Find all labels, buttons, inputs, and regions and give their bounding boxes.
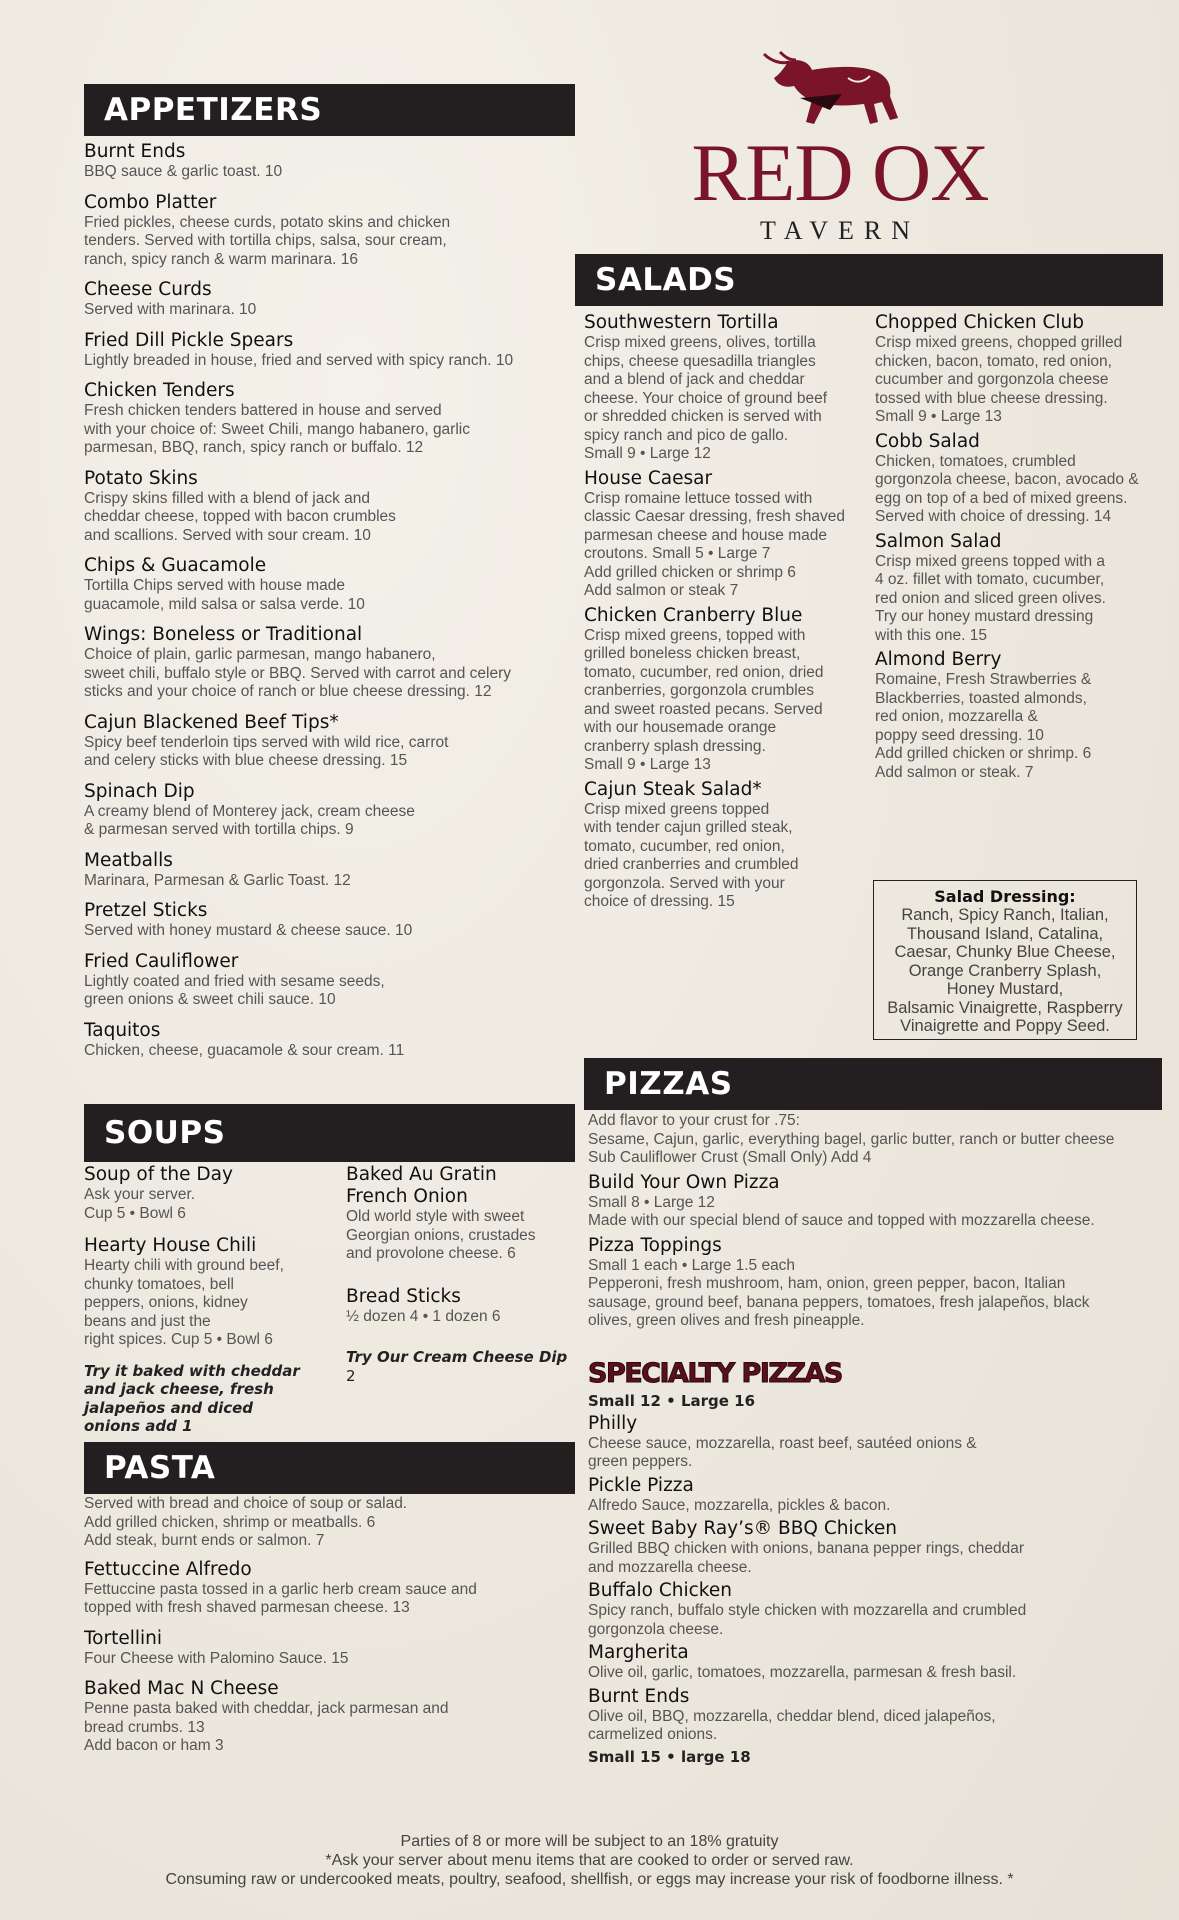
menu-item-description: Alfredo Sauce, mozzarella, pickles & bacon. (588, 1496, 891, 1514)
menu-item-name: Chopped Chicken Club (875, 312, 1084, 333)
menu-item-name: Almond Berry (875, 649, 1002, 670)
menu-item-description: Four Cheese with Palomino Sauce. 15 (84, 1649, 349, 1667)
menu-item (84, 1235, 334, 1350)
menu-item-name: Pretzel Sticks (84, 900, 208, 921)
menu-item-name: Southwestern Tortilla (584, 312, 779, 333)
appetizers-list (84, 141, 584, 1070)
menu-item-name: Hearty House Chili (84, 1235, 257, 1256)
footer-notes (0, 1832, 1179, 1889)
menu-item-name: Wings: Boneless or Traditional (84, 624, 363, 645)
menu-item (84, 141, 584, 182)
menu-item-name: Pickle Pizza (588, 1474, 694, 1496)
menu-item-name: Burnt Ends (84, 141, 186, 162)
specialty-pizzas-heading: SPECIALTY PIZZAS (588, 1358, 842, 1389)
soups-left-column (84, 1164, 334, 1436)
pizzas-heading: PIZZAS (584, 1058, 1162, 1110)
menu-item-description: Fried pickles, cheese curds, potato skins and chicken tenders. Served with tortilla chips, salsa, sour cream, ranch, spicy ranch & warm marinara. 16 (84, 213, 451, 268)
menu-item (84, 468, 584, 546)
menu-item (584, 779, 874, 912)
specialty-pricing: Small 12 • Large 16 (588, 1392, 756, 1410)
salad-dressing-list: Ranch, Spicy Ranch, Italian, Thousand Island, Catalina, Caesar, Chunky Blue Cheese, Orange Cranberry Splash, Honey Mustard, Balsamic Vinaigrette, Raspberry Vinaigrette and Poppy Seed. (887, 906, 1123, 1035)
menu-item-name: Baked Mac N Cheese (84, 1678, 279, 1699)
menu-item-name: Fried Cauliflower (84, 950, 239, 972)
menu-item (588, 1642, 1168, 1683)
cream-cheese-dip-label: Try Our Cream Cheese Dip (346, 1348, 568, 1366)
menu-item-name: Sweet Baby Ray’s® BBQ Chicken (588, 1518, 897, 1539)
menu-item-name: Chicken Cranberry Blue (584, 604, 803, 626)
menu-item-description: Fresh chicken tenders battered in house and served with your choice of: Sweet Chili, mango habanero, garlic parmesan, BBQ, ranch, spicy ranch or buffalo. 12 (84, 402, 470, 456)
menu-item-description: Chicken, cheese, guacamole & sour cream. 11 (84, 1041, 405, 1059)
menu-item-description: Spicy beef tenderloin tips served with wild rice, carrot and celery sticks with blue cheese dressing. 15 (84, 733, 449, 769)
menu-item-description: Fettuccine pasta tossed in a garlic herb cream sauce and topped with fresh shaved parmesan cheese. 13 (84, 1580, 477, 1616)
menu-item (84, 712, 584, 771)
menu-item (84, 1164, 334, 1223)
logo-title: RED OX (691, 127, 989, 218)
menu-item (84, 555, 584, 614)
menu-item-name: Meatballs (84, 849, 173, 871)
menu-item (84, 279, 584, 320)
red-ox-logo (690, 48, 990, 248)
pasta-heading: PASTA (84, 1442, 575, 1494)
appetizers-heading: APPETIZERS (84, 84, 575, 136)
menu-item-description: Small 8 • Large 12 Made with our special blend of sauce and topped with mozzarella cheese. (588, 1193, 1095, 1229)
chili-baked-note: Try it baked with cheddar and jack cheese, fresh jalapeños and diced onions add 1 (84, 1361, 300, 1435)
salads-heading: SALADS (575, 254, 1163, 306)
menu-item (84, 1559, 584, 1618)
menu-item (588, 1235, 1168, 1331)
menu-item (84, 624, 584, 702)
ox-icon (752, 48, 912, 133)
menu-item-description: Marinara, Parmesan & Garlic Toast. 12 (84, 871, 351, 889)
menu-item (84, 192, 584, 270)
menu-item-name: Cheese Curds (84, 279, 212, 300)
menu-item-description: Choice of plain, garlic parmesan, mango habanero, sweet chili, buffalo style or BBQ. Served with carrot and celery sticks and your choice of ranch or blue cheese dressing. 12 (84, 646, 512, 700)
menu-item (346, 1286, 586, 1327)
menu-item-description: Crisp mixed greens, olives, tortilla chips, cheese quesadilla triangles and a blend of jack and cheddar cheese. Your choice of ground beef or shredded chicken is served with spicy ranch and pico de gallo. Small 9 • Large 12 (584, 334, 828, 462)
menu-item-description: ½ dozen 4 • 1 dozen 6 (346, 1307, 501, 1325)
menu-item-name: Chips & Guacamole (84, 555, 267, 576)
salad-dressing-title: Salad Dressing: (934, 887, 1076, 906)
menu-item (84, 1020, 584, 1061)
menu-item-description: Small 1 each • Large 1.5 each Pepperoni, fresh mushroom, ham, onion, green pepper, bacon, Italian sausage, ground beef, banana peppers, tomatoes, fresh jalapeños, black olives, green olives and fresh pineapple. (588, 1256, 1090, 1329)
menu-item (588, 1518, 1168, 1577)
menu-item-name: Cobb Salad (875, 430, 980, 452)
menu-item (84, 781, 584, 840)
menu-item-name: Chicken Tenders (84, 380, 235, 401)
foodborne-illness-warning: Consuming raw or undercooked meats, poultry, seafood, shellfish, or eggs may increase your risk of foodborne illness. * (165, 1871, 1014, 1888)
menu-item-name: Baked Au Gratin French Onion (346, 1164, 497, 1207)
menu-item (588, 1686, 1168, 1745)
menu-item-description: Romaine, Fresh Strawberries & Blackberries, toasted almonds, red onion, mozzarella & poppy seed dressing. 10 Add grilled chicken or shrimp. 6 Add salmon or steak. 7 (875, 671, 1092, 781)
menu-item (346, 1164, 586, 1264)
menu-item (875, 312, 1165, 427)
cream-cheese-dip-note (346, 1348, 586, 1385)
menu-item-name: Pizza Toppings (588, 1234, 722, 1256)
burnt-ends-pizza-pricing: Small 15 • large 18 (588, 1747, 751, 1766)
salad-dressing-box (873, 880, 1137, 1040)
menu-item (588, 1580, 1168, 1639)
menu-item (84, 330, 584, 371)
menu-item-description: Served with honey mustard & cheese sauce. 10 (84, 922, 413, 939)
menu-item (875, 431, 1165, 527)
menu-item (584, 605, 874, 775)
menu-item (875, 649, 1165, 782)
raw-items-note: *Ask your server about menu items that are cooked to order or served raw. (325, 1852, 854, 1869)
menu-item-description: Crispy skins filled with a blend of jack and cheddar cheese, topped with bacon crumbles and scallions. Served with sour cream. 10 (84, 489, 396, 544)
menu-item-name: House Caesar (584, 467, 713, 489)
menu-item-name: Cajun Steak Salad* (584, 778, 762, 800)
menu-item-description: Crisp mixed greens, chopped grilled chicken, bacon, tomato, red onion, cucumber and gorgonzola cheese tossed with blue cheese dressing. Small 9 • Large 13 (875, 334, 1123, 425)
menu-item-description: Spicy ranch, buffalo style chicken with mozzarella and crumbled gorgonzola cheese. (588, 1602, 1027, 1638)
menu-item-description: Chicken, tomatoes, crumbled gorgonzola cheese, bacon, avocado & egg on top of a bed of mixed greens. Served with choice of dressing. 14 (875, 452, 1139, 525)
menu-item (584, 468, 874, 601)
menu-item (84, 1678, 584, 1756)
salads-left-column (584, 312, 874, 916)
menu-item-description: Hearty chili with ground beef, chunky tomatoes, bell peppers, onions, kidney beans and just the right spices. Cup 5 • Bowl 6 (84, 1257, 284, 1348)
menu-item-description: Crisp romaine lettuce tossed with classic Caesar dressing, fresh shaved parmesan cheese and house made croutons. Small 5 • Large 7 Add grilled chicken or shrimp 6 Add salmon or steak 7 (584, 489, 846, 599)
menu-item-description: Crisp mixed greens topped with a 4 oz. fillet with tomato, cucumber, red onion and sliced green olives. Try our honey mustard dressing with this one. 15 (875, 552, 1106, 644)
menu-item-description: Olive oil, garlic, tomatoes, mozzarella, parmesan & fresh basil. (588, 1664, 1017, 1681)
menu-item-description: Cheese sauce, mozzarella, roast beef, sautéed onions & green peppers. (588, 1434, 977, 1470)
menu-item (84, 951, 584, 1010)
menu-item-description: BBQ sauce & garlic toast. 10 (84, 163, 283, 180)
menu-item-description: Crisp mixed greens topped with tender cajun grilled steak, tomato, cucumber, red onion, dried cranberries and crumbled gorgonzola. Served with your choice of dressing. 15 (584, 800, 799, 910)
pizza-crust-intro: Add flavor to your crust for .75: Sesame, Cajun, garlic, everything bagel, garlic butter, ranch or butter cheese Sub Cauliflower Crust (Small Only) Add 4 (588, 1112, 1115, 1166)
menu-item-name: Salmon Salad (875, 530, 1002, 552)
logo-subtitle: TAVERN (759, 216, 920, 245)
menu-item-description: Served with marinara. 10 (84, 301, 257, 318)
menu-item-description: Lightly breaded in house, fried and served with spicy ranch. 10 (84, 351, 514, 369)
menu-item (84, 1628, 584, 1669)
menu-item-description: Old world style with sweet Georgian onions, crustades and provolone cheese. 6 (346, 1208, 536, 1262)
menu-item-name: Potato Skins (84, 467, 198, 489)
menu-item (588, 1413, 1168, 1472)
menu-item-description: A creamy blend of Monterey jack, cream cheese & parmesan served with tortilla chips. 9 (84, 802, 415, 838)
menu-item-name: Margherita (588, 1642, 689, 1663)
menu-item-description: Penne pasta baked with cheddar, jack parmesan and bread crumbs. 13 Add bacon or ham 3 (84, 1700, 449, 1754)
pizzas-list (588, 1112, 1168, 1335)
menu-item-description: Ask your server. Cup 5 • Bowl 6 (84, 1186, 196, 1222)
menu-item-description: Grilled BBQ chicken with onions, banana pepper rings, cheddar and mozzarella cheese. (588, 1540, 1024, 1576)
pasta-intro: Served with bread and choice of soup or salad. Add grilled chicken, shrimp or meatballs. 6 Add steak, burnt ends or salmon. 7 (84, 1495, 408, 1549)
soups-right-column (346, 1164, 586, 1385)
menu-item (84, 850, 584, 891)
gratuity-note: Parties of 8 or more will be subject to an 18% gratuity (400, 1833, 779, 1850)
menu-item-name: Buffalo Chicken (588, 1580, 732, 1601)
menu-item-name: Tortellini (84, 1627, 163, 1649)
menu-item (875, 531, 1165, 646)
menu-item (588, 1475, 1168, 1516)
salads-right-column (875, 312, 1165, 786)
menu-item-name: Spinach Dip (84, 780, 195, 802)
specialty-pizzas-list (588, 1392, 1168, 1766)
menu-item-description: Lightly coated and fried with sesame seeds, green onions & sweet chili sauce. 10 (84, 972, 385, 1008)
menu-item-name: Bread Sticks (346, 1285, 461, 1307)
menu-item-name: Burnt Ends (588, 1685, 690, 1707)
menu-item-name: Build Your Own Pizza (588, 1171, 780, 1193)
menu-item-description: Tortilla Chips served with house made guacamole, mild salsa or salsa verde. 10 (84, 577, 365, 613)
menu-item-description: Olive oil, BBQ, mozzarella, cheddar blend, diced jalapeños, carmelized onions. (588, 1707, 996, 1743)
menu-item-name: Combo Platter (84, 191, 217, 213)
soups-heading: SOUPS (84, 1104, 575, 1162)
menu-item (588, 1172, 1168, 1231)
cream-cheese-dip-price: 2 (346, 1366, 356, 1385)
menu-item (84, 900, 584, 941)
menu-item-name: Cajun Blackened Beef Tips* (84, 711, 339, 733)
menu-item (84, 380, 584, 458)
menu-item-name: Fettuccine Alfredo (84, 1558, 252, 1580)
pasta-list (84, 1495, 584, 1766)
menu-item-name: Taquitos (84, 1019, 161, 1041)
menu-item-description: Crisp mixed greens, topped with grilled boneless chicken breast, tomato, cucumber, red onion, dried cranberries, gorgonzola crumbles and sweet roasted pecans. Served with our housemade orange cranberry splash dressing. Small 9 • Large 13 (584, 626, 824, 773)
menu-item (584, 312, 874, 464)
menu-item-name: Soup of the Day (84, 1164, 233, 1185)
menu-item-name: Fried Dill Pickle Spears (84, 329, 294, 351)
menu-item-name: Philly (588, 1412, 638, 1434)
